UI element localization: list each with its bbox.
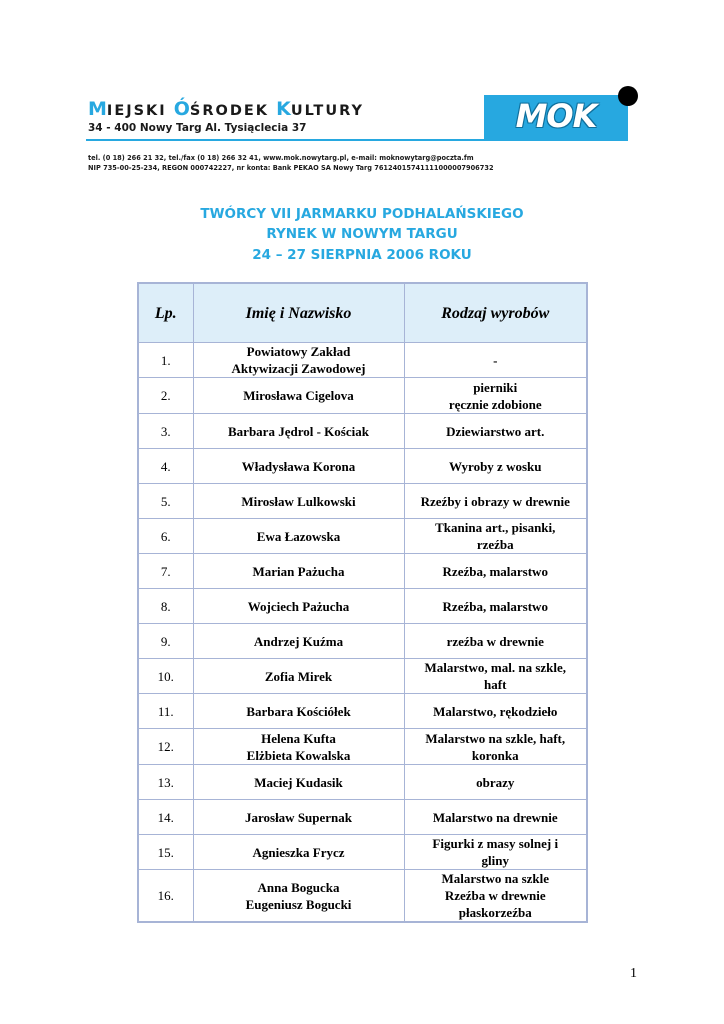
cell-product: Rzeźba, malarstwo bbox=[404, 554, 587, 589]
cell-lp: 3. bbox=[138, 414, 193, 449]
header-product: Rodzaj wyrobów bbox=[404, 283, 587, 343]
cell-product: Malarstwo, mal. na szkle, haft bbox=[404, 659, 587, 694]
cell-product: rzeźba w drewnie bbox=[404, 624, 587, 659]
cell-name: Helena Kufta Elżbieta Kowalska bbox=[193, 729, 404, 765]
table-row bbox=[138, 800, 587, 835]
cell-product: obrazy bbox=[404, 765, 587, 800]
cell-product: Malarstwo na drewnie bbox=[404, 800, 587, 835]
cell-name: Mirosława Cigelova bbox=[193, 378, 404, 414]
header-name: Imię i Nazwisko bbox=[193, 283, 404, 343]
cell-product: Malarstwo na szkle Rzeźba w drewnie płaskorzeźba bbox=[404, 870, 587, 923]
cell-name: Jarosław Supernak bbox=[193, 800, 404, 835]
table-row bbox=[138, 624, 587, 659]
table-row bbox=[138, 835, 587, 870]
header-divider bbox=[86, 139, 484, 141]
mok-logo bbox=[484, 95, 628, 141]
table-row bbox=[138, 414, 587, 449]
cell-lp: 14. bbox=[138, 800, 193, 835]
cell-product: Rzeźby i obrazy w drewnie bbox=[404, 484, 587, 519]
cell-name: Barbara Kościółek bbox=[193, 694, 404, 729]
cell-lp: 5. bbox=[138, 484, 193, 519]
cell-name: Zofia Mirek bbox=[193, 659, 404, 694]
table-row bbox=[138, 343, 587, 378]
contact-line-1: tel. (0 18) 266 21 32, tel./fax (0 18) 266 32 41, www.mok.nowytarg.pl, e-mail: moknowytarg@poczta.fm bbox=[88, 154, 474, 162]
table-row bbox=[138, 449, 587, 484]
org-name-rest-3: ULTURY bbox=[290, 103, 364, 119]
cell-product: Figurki z masy solnej i gliny bbox=[404, 835, 587, 870]
cell-name: Władysława Korona bbox=[193, 449, 404, 484]
cell-lp: 6. bbox=[138, 519, 193, 554]
table-row bbox=[138, 694, 587, 729]
table-row bbox=[138, 378, 587, 414]
cell-product: Rzeźba, malarstwo bbox=[404, 589, 587, 624]
cell-lp: 11. bbox=[138, 694, 193, 729]
cell-name: Mirosław Lulkowski bbox=[193, 484, 404, 519]
cell-name: Anna Bogucka Eugeniusz Bogucki bbox=[193, 870, 404, 923]
table-header-row bbox=[138, 283, 587, 343]
page-number: 1 bbox=[630, 966, 637, 981]
org-address: 34 - 400 Nowy Targ Al. Tysiąclecia 37 bbox=[88, 122, 307, 134]
table-row bbox=[138, 870, 587, 923]
org-name bbox=[88, 98, 364, 120]
cell-name: Maciej Kudasik bbox=[193, 765, 404, 800]
cell-product: pierniki ręcznie zdobione bbox=[404, 378, 587, 414]
cell-lp: 15. bbox=[138, 835, 193, 870]
logo-text: MOK bbox=[515, 97, 597, 135]
doc-title-line-2: RYNEK W NOWYM TARGU bbox=[266, 226, 458, 242]
cell-lp: 16. bbox=[138, 870, 193, 923]
table-row bbox=[138, 554, 587, 589]
cell-product: Malarstwo na szkle, haft, koronka bbox=[404, 729, 587, 765]
table-row bbox=[138, 589, 587, 624]
cell-name: Andrzej Kuźma bbox=[193, 624, 404, 659]
cell-lp: 9. bbox=[138, 624, 193, 659]
table-row bbox=[138, 729, 587, 765]
cell-name: Powiatowy Zakład Aktywizacji Zawodowej bbox=[193, 343, 404, 378]
table-row bbox=[138, 659, 587, 694]
cell-name: Barbara Jędrol - Kościak bbox=[193, 414, 404, 449]
cell-lp: 2. bbox=[138, 378, 193, 414]
cell-name: Agnieszka Frycz bbox=[193, 835, 404, 870]
cell-lp: 12. bbox=[138, 729, 193, 765]
cell-product: Wyroby z wosku bbox=[404, 449, 587, 484]
logo-dot bbox=[618, 86, 638, 106]
org-name-rest-2: ŚRODEK bbox=[189, 103, 277, 119]
doc-title-line-3: 24 – 27 SIERPNIA 2006 ROKU bbox=[252, 247, 472, 263]
cell-name: Marian Pażucha bbox=[193, 554, 404, 589]
cell-lp: 7. bbox=[138, 554, 193, 589]
cell-lp: 13. bbox=[138, 765, 193, 800]
cell-product: Malarstwo, rękodzieło bbox=[404, 694, 587, 729]
header-lp: Lp. bbox=[138, 283, 193, 343]
doc-title-line-1: TWÓRCY VII JARMARKU PODHALAŃSKIEGO bbox=[200, 206, 524, 222]
cell-product: Dziewiarstwo art. bbox=[404, 414, 587, 449]
table-row bbox=[138, 484, 587, 519]
org-name-cap-3: K bbox=[276, 98, 291, 120]
exhibitors-table bbox=[137, 282, 588, 923]
table-body bbox=[138, 343, 587, 923]
cell-lp: 8. bbox=[138, 589, 193, 624]
cell-name: Wojciech Pażucha bbox=[193, 589, 404, 624]
cell-name: Ewa Łazowska bbox=[193, 519, 404, 554]
cell-product: - bbox=[404, 343, 587, 378]
org-name-rest-1: IEJSKI bbox=[106, 103, 174, 119]
org-name-cap-1: M bbox=[88, 98, 107, 120]
cell-lp: 4. bbox=[138, 449, 193, 484]
cell-lp: 10. bbox=[138, 659, 193, 694]
table-row bbox=[138, 519, 587, 554]
cell-product: Tkanina art., pisanki, rzeźba bbox=[404, 519, 587, 554]
contact-line-2: NIP 735-00-25-234, REGON 000742227, nr konta: Bank PEKAO SA Nowy Targ 76124015741111000007906732 bbox=[88, 164, 494, 172]
cell-lp: 1. bbox=[138, 343, 193, 378]
table-row bbox=[138, 765, 587, 800]
org-name-cap-2: Ó bbox=[173, 98, 190, 120]
